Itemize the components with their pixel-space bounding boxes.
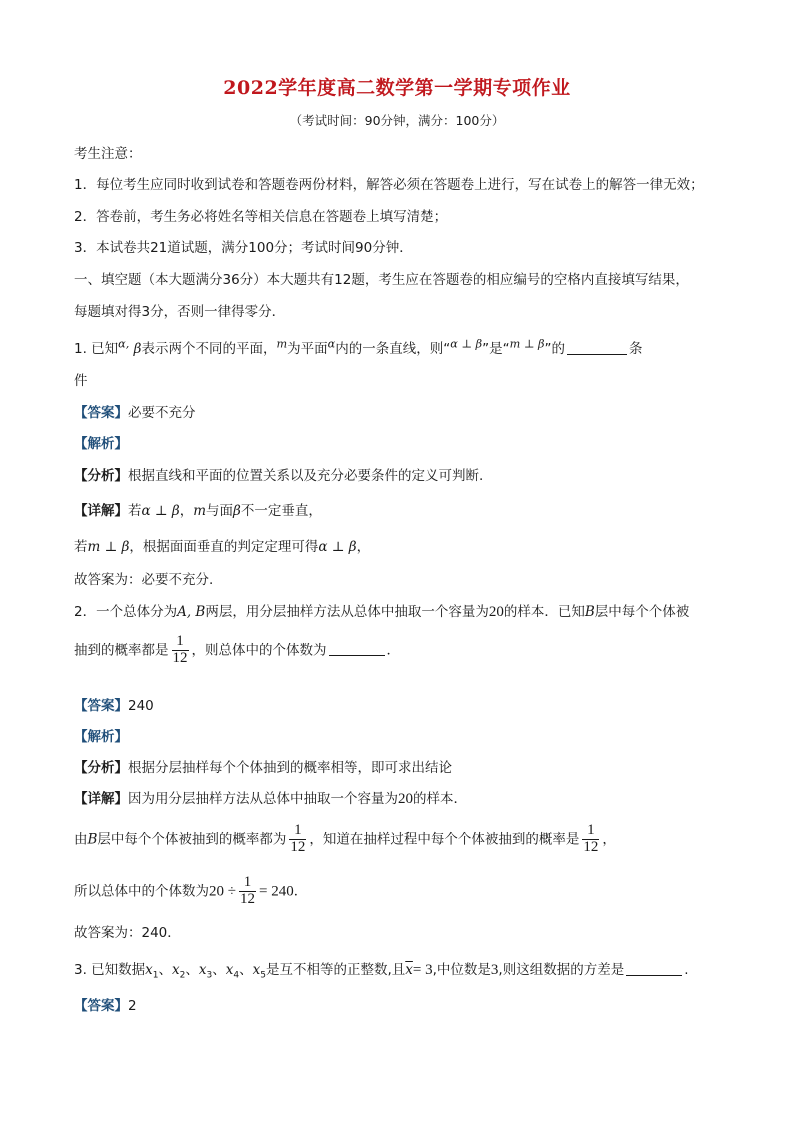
q3-text: ,则这组数据的方差是 xyxy=(498,962,625,978)
section-heading-cont: 每题填对得3分，否则一律得零分． xyxy=(74,304,286,320)
detail-text: ． xyxy=(293,883,308,900)
analysis-tag xyxy=(74,432,734,452)
fraction xyxy=(582,823,599,856)
fraction-numerator: 1 xyxy=(294,822,302,838)
answer-line xyxy=(74,994,734,1014)
math-expression: m ⊥ β xyxy=(87,539,130,555)
fraction xyxy=(289,823,306,856)
math-expression: = 240 xyxy=(258,883,294,900)
section-heading: 一、填空题（本大题满分36分）本大题共有12题，考生应在答题卷的相应编号的空格内直接填写结果， xyxy=(74,272,689,288)
q1-text: 条 xyxy=(629,341,643,357)
fraction xyxy=(172,634,189,667)
xiangjie-label: 【详解】 xyxy=(74,791,128,807)
detail-line xyxy=(74,535,734,555)
fraction-denominator: 12 xyxy=(239,890,255,907)
question-3 xyxy=(74,958,734,981)
fraction xyxy=(239,875,256,908)
answer-line xyxy=(74,694,734,714)
math-variable: x xyxy=(225,962,234,978)
question-1 xyxy=(74,337,734,357)
detail-text: ，知道在抽样过程中每个个体被抽到的概率是 xyxy=(309,831,580,848)
mean-symbol: $\overline{x}$ xyxy=(405,962,413,978)
separator: 、 xyxy=(212,962,226,978)
answer-blank xyxy=(329,655,385,656)
detail-line xyxy=(74,875,734,908)
q2-text: 抽到的概率都是 xyxy=(74,642,169,659)
subscript: 2 xyxy=(179,970,186,981)
math-expression: B xyxy=(584,604,595,620)
detail-text: ，根据面面垂直的判定定理可得 xyxy=(129,539,319,555)
q2-text: 两层，用分层抽样方法从总体中抽取一个容量为 xyxy=(205,604,489,620)
answer-line xyxy=(74,401,734,421)
q1-text: 内的一条直线，则“ xyxy=(335,341,451,357)
answer-tag: 【答案】 xyxy=(74,998,128,1014)
detail-text: 因为用分层抽样方法从总体中抽取一个容量为 xyxy=(128,791,398,807)
beta-symbol: β xyxy=(133,341,142,357)
fenxi-line xyxy=(74,756,734,776)
math-variable: x xyxy=(172,962,180,978)
fenxi-label: 【分析】 xyxy=(74,760,128,776)
q3-text: 是互不相等的正整数,且 xyxy=(265,962,406,978)
q1-text: ”的 xyxy=(544,341,565,357)
fenxi-text: 根据直线和平面的位置关系以及充分必要条件的定义可判断. xyxy=(128,468,484,484)
subscript: 4 xyxy=(233,970,240,981)
answer-blank xyxy=(626,975,682,976)
math-expression: α ⊥ β xyxy=(141,503,180,519)
m-symbol: m xyxy=(193,503,207,519)
separator: 、 xyxy=(185,962,199,978)
detail-text: 不一定垂直， xyxy=(240,503,322,519)
fraction-denominator: 12 xyxy=(290,838,306,855)
math-expression: B xyxy=(87,831,98,848)
exam-info: （考试时间：90分钟，满分：100分） xyxy=(289,113,505,128)
q3-text: . xyxy=(684,962,689,978)
fraction-numerator: 1 xyxy=(243,874,252,890)
answer-text: 2 xyxy=(128,998,137,1014)
xiangjie-line xyxy=(74,787,734,808)
notice-item: 2．答卷前，考生务必将姓名等相关信息在答题卷上填写清楚； xyxy=(74,209,448,225)
number: 3 xyxy=(490,962,499,978)
detail-text: 与面 xyxy=(206,503,234,519)
q3-text: 3. 已知数据 xyxy=(74,962,146,978)
notice-heading: 考生注意： xyxy=(74,146,142,162)
detail-text: 层中每个个体被抽到的概率都为 xyxy=(97,831,287,848)
math-expression: α ⊥ β xyxy=(450,337,483,351)
math-expression: A, B xyxy=(177,604,206,620)
fenxi-text: 根据分层抽样每个个体抽到的概率相等，即可求出结论 xyxy=(128,760,452,776)
notice-item: 1．每位考生应同时收到试卷和答题卷两份材料，解答必须在答题卷上进行，写在试卷上的解答一律无效； xyxy=(74,177,704,193)
subscript: 5 xyxy=(260,970,266,981)
math-expression: α ⊥ β xyxy=(318,539,357,555)
notice-item: 3．本试卷共21道试题，满分100分；考试时间90分钟． xyxy=(74,240,413,256)
detail-text: 由 xyxy=(74,831,88,848)
q2-text: ，则总体中的个体数为 xyxy=(191,642,327,659)
question-2-cont xyxy=(74,634,734,667)
alpha-symbol: α xyxy=(118,337,126,351)
question-2 xyxy=(74,600,734,621)
xiangjie-line xyxy=(74,499,734,519)
math-variable: x xyxy=(252,962,261,978)
detail-line xyxy=(74,823,734,856)
fraction-numerator: 1 xyxy=(587,822,595,838)
m-symbol: m xyxy=(276,337,288,351)
fenxi-line xyxy=(74,464,734,484)
beta-symbol: β xyxy=(233,503,241,519)
q2-text: 层中每个个体被 xyxy=(594,604,690,620)
separator: 、 xyxy=(239,962,253,978)
number: 20 xyxy=(398,791,413,807)
subscript: 3 xyxy=(206,970,213,981)
q1-text: 表示两个不同的平面， xyxy=(141,341,277,357)
math-expression: = 3 xyxy=(412,962,433,978)
conclusion-line: 故答案为：240． xyxy=(74,925,181,941)
detail-text: ， xyxy=(602,831,616,848)
detail-text: 的样本． xyxy=(413,791,467,807)
page-title: 2022学年度高二数学第一学期专项作业 xyxy=(223,77,571,99)
q1-text: 为平面 xyxy=(287,341,328,357)
answer-tag: 【答案】 xyxy=(74,698,128,714)
q1-text: ”是“ xyxy=(482,341,510,357)
answer-text: 240 xyxy=(128,698,154,714)
number: 20 xyxy=(488,604,504,620)
fraction-denominator: 12 xyxy=(583,838,599,855)
detail-text: 若 xyxy=(74,539,88,555)
q3-text: ,中位数是 xyxy=(432,962,491,978)
fraction-denominator: 12 xyxy=(172,649,188,666)
alpha-symbol: α xyxy=(327,337,336,351)
q2-text: 2．一个总体分为 xyxy=(74,604,178,620)
analysis-label: 【解析】 xyxy=(74,436,128,452)
math-variable: x xyxy=(198,962,207,978)
math-expression: m ⊥ β xyxy=(509,337,545,351)
analysis-label: 【解析】 xyxy=(74,729,128,745)
xiangjie-label: 【详解】 xyxy=(74,503,128,519)
detail-text: ， xyxy=(356,539,371,555)
question-1-cont: 件 xyxy=(74,373,88,389)
q2-text: ． xyxy=(386,642,400,659)
subscript: 1 xyxy=(152,970,159,981)
q1-text: 1. 已知 xyxy=(74,341,119,357)
separator: 、 xyxy=(158,962,173,978)
conclusion-line: 故答案为：必要不充分. xyxy=(74,572,214,588)
math-expression: 20 ÷ xyxy=(209,883,236,900)
comma: , xyxy=(125,337,130,351)
q2-text: 的样本．已知 xyxy=(503,604,585,620)
detail-text: 若 xyxy=(128,503,142,519)
answer-tag: 【答案】 xyxy=(74,405,128,421)
answer-text: 必要不充分 xyxy=(128,405,196,421)
math-variable: x xyxy=(145,962,153,978)
detail-text: ， xyxy=(179,503,194,519)
answer-blank xyxy=(567,354,627,355)
analysis-tag xyxy=(74,725,734,745)
fenxi-label: 【分析】 xyxy=(74,468,128,484)
fraction-numerator: 1 xyxy=(176,633,184,649)
detail-text: 所以总体中的个体数为 xyxy=(74,883,209,900)
